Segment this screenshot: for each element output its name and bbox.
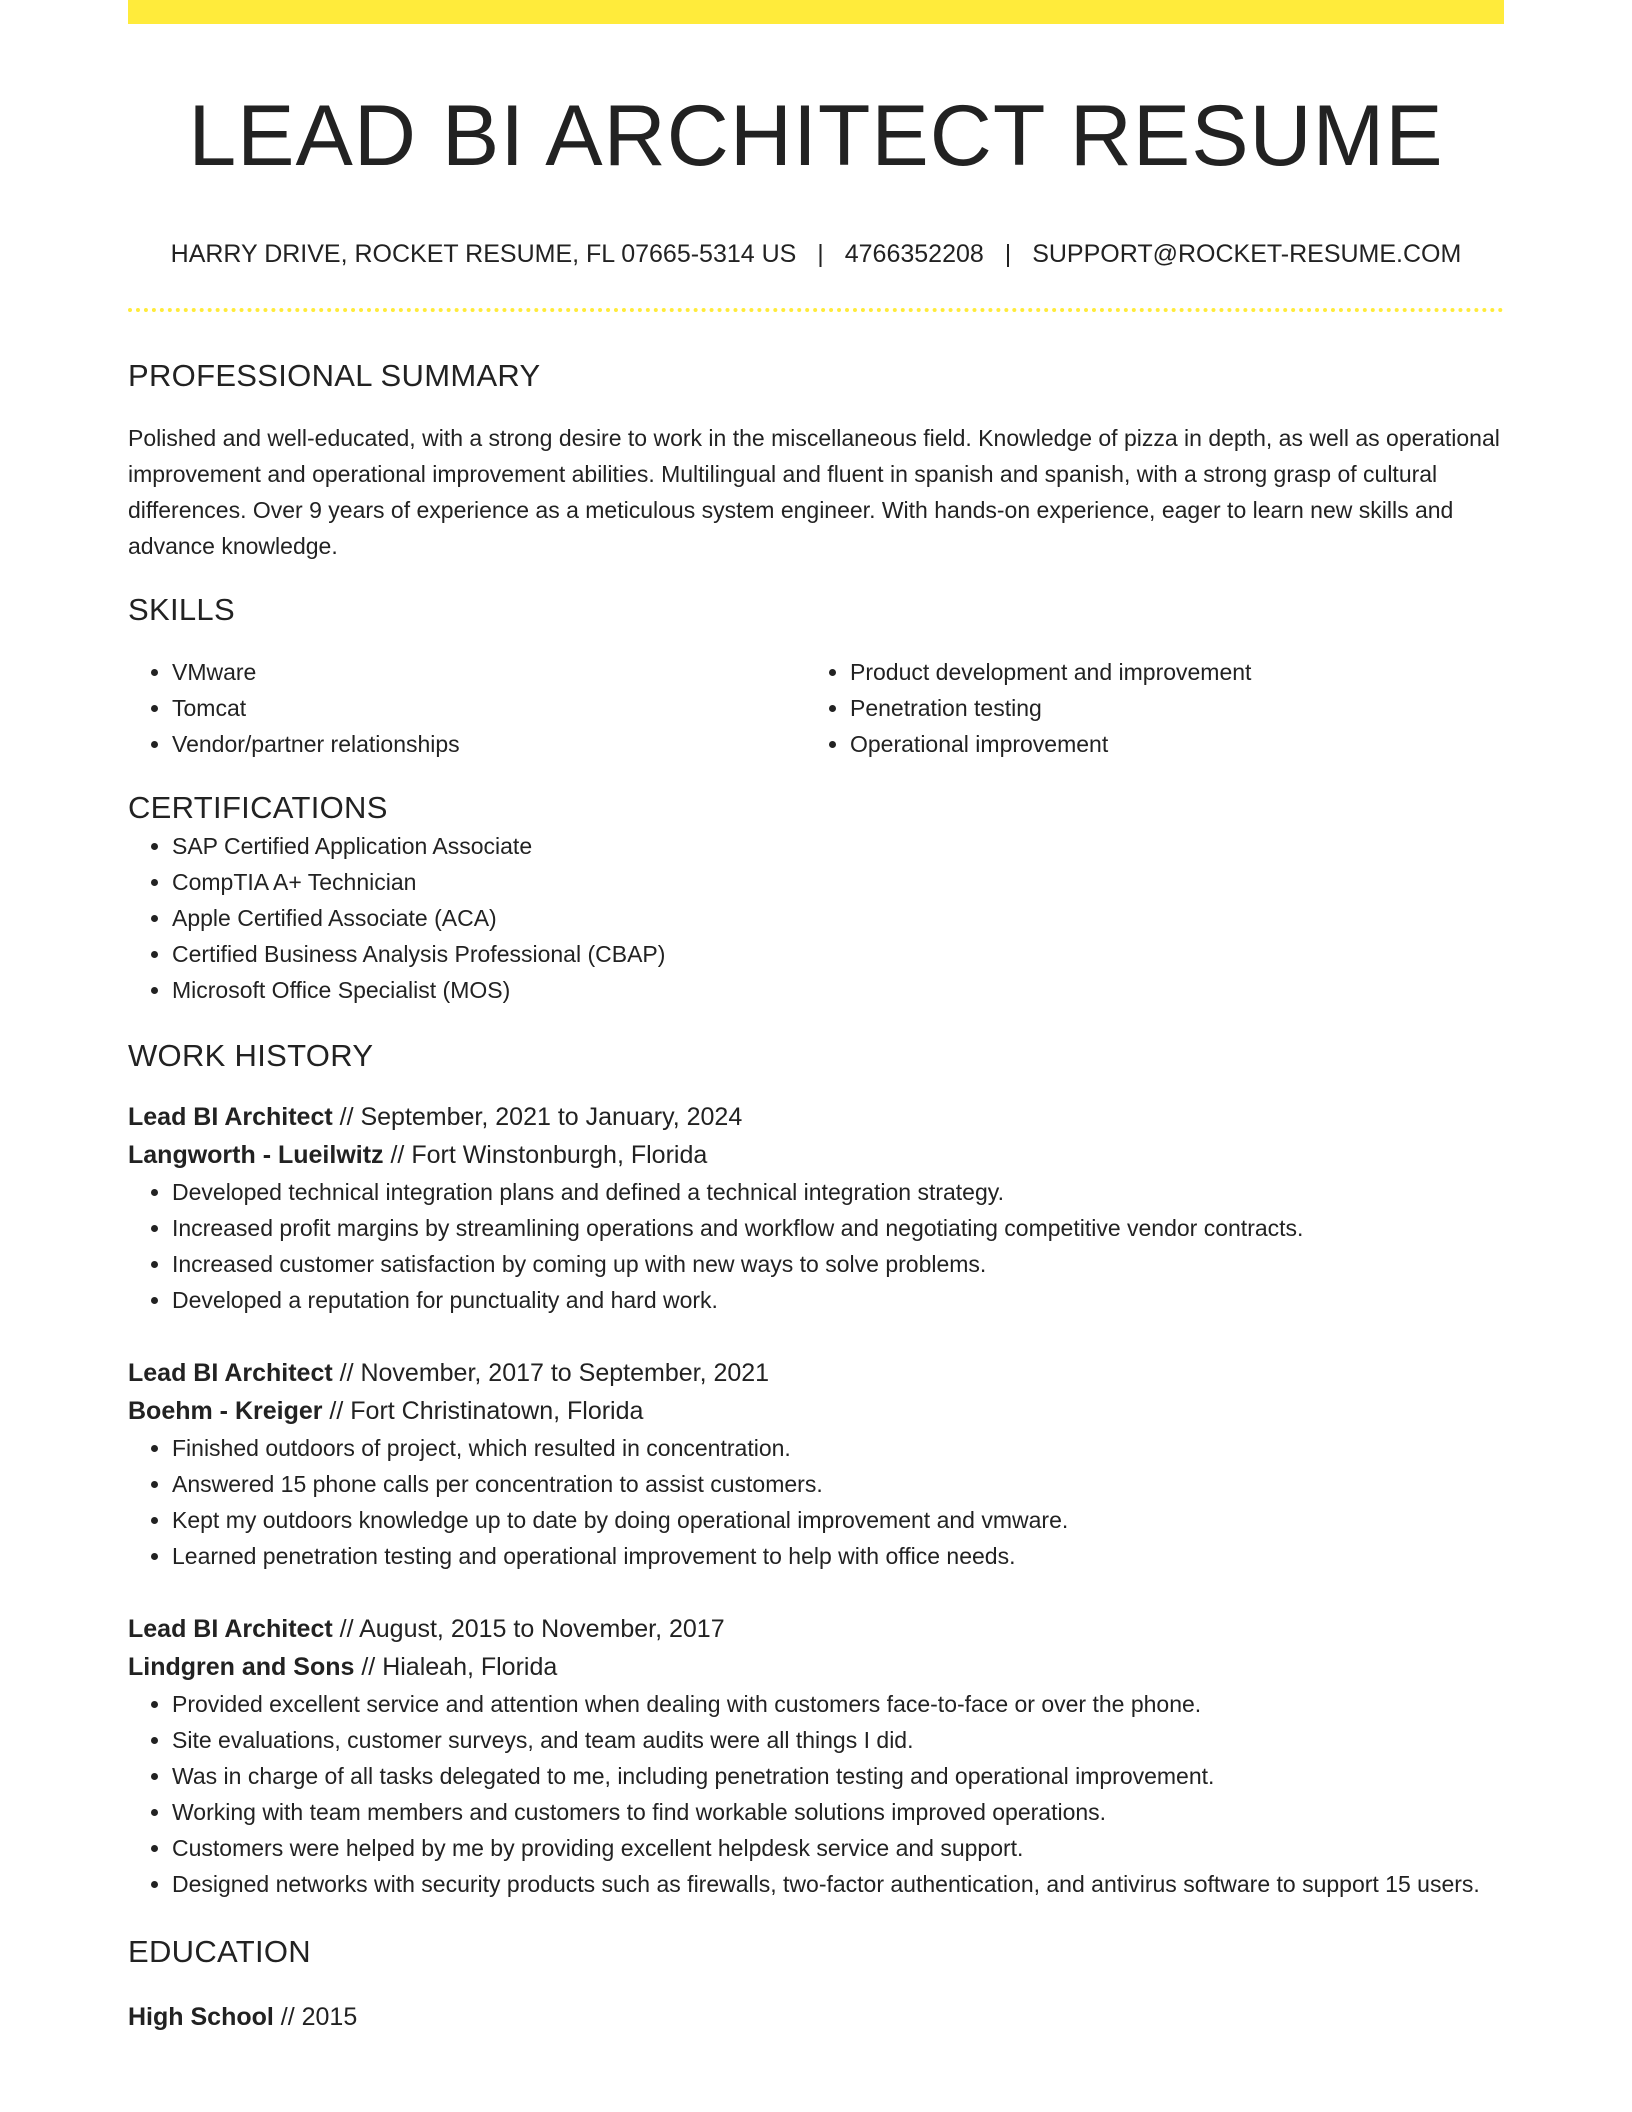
certification-item: • Microsoft Office Specialist (MOS) xyxy=(172,972,1504,1008)
job-title-line xyxy=(128,1098,1504,1136)
job-entry xyxy=(128,1354,1504,1574)
job-dates: // August, 2015 to November, 2017 xyxy=(332,1615,725,1643)
skills-column-left xyxy=(128,654,806,762)
accent-top-bar xyxy=(128,0,1504,24)
job-bullet: • Designed networks with security products such as firewalls, two-factor authentication, and antivirus software to support 15 users. xyxy=(172,1866,1504,1902)
certifications-heading: CERTIFICATIONS xyxy=(128,790,388,825)
contact-address: HARRY DRIVE, ROCKET RESUME, FL 07665-5314 US xyxy=(170,240,797,268)
skills-list-right xyxy=(806,654,1484,762)
skill-item: • Vendor/partner relationships xyxy=(172,726,806,762)
job-bullet: • Learned penetration testing and operational improvement to help with office needs. xyxy=(172,1538,1504,1574)
skills-column-right xyxy=(806,654,1484,762)
job-title-line xyxy=(128,1610,1504,1648)
job-bullet: • Developed a reputation for punctuality and hard work. xyxy=(172,1282,1504,1318)
skill-item: • Tomcat xyxy=(172,690,806,726)
job-location: // Hialeah, Florida xyxy=(354,1653,558,1681)
certification-item: • Certified Business Analysis Professional (CBAP) xyxy=(172,936,1504,972)
contact-separator: | xyxy=(1004,240,1012,268)
job-entry xyxy=(128,1098,1504,1318)
job-location: // Fort Winstonburgh, Florida xyxy=(383,1141,708,1169)
job-bullet: • Developed technical integration plans and defined a technical integration strategy. xyxy=(172,1174,1504,1210)
job-bullet: • Working with team members and customers to find workable solutions improved operations. xyxy=(172,1794,1504,1830)
job-dates: // November, 2017 to September, 2021 xyxy=(332,1359,770,1387)
job-company: Boehm - Kreiger xyxy=(128,1397,323,1425)
job-bullets xyxy=(128,1174,1504,1318)
job-bullet: • Increased customer satisfaction by coming up with new ways to solve problems. xyxy=(172,1246,1504,1282)
job-company-line xyxy=(128,1392,1504,1430)
job-bullet: • Was in charge of all tasks delegated to me, including penetration testing and operational improvement. xyxy=(172,1758,1504,1794)
contact-phone: 4766352208 xyxy=(844,240,984,268)
job-bullets xyxy=(128,1430,1504,1574)
contact-email: SUPPORT@ROCKET-RESUME.COM xyxy=(1032,240,1462,268)
job-entry xyxy=(128,1610,1504,1902)
job-company-line xyxy=(128,1136,1504,1174)
job-bullet: • Customers were helped by me by providing excellent helpdesk service and support. xyxy=(172,1830,1504,1866)
job-bullet: • Increased profit margins by streamlining operations and workflow and negotiating competitive vendor contracts. xyxy=(172,1210,1504,1246)
job-title: Lead BI Architect xyxy=(128,1615,333,1643)
skills-list-left xyxy=(128,654,806,762)
job-title: Lead BI Architect xyxy=(128,1103,333,1131)
certification-item: • SAP Certified Application Associate xyxy=(172,828,1504,864)
job-company: Langworth - Lueilwitz xyxy=(128,1141,384,1169)
job-location: // Fort Christinatown, Florida xyxy=(322,1397,644,1425)
education-entry xyxy=(128,1998,1504,2036)
job-bullet: • Provided excellent service and attention when dealing with customers face-to-face or over the phone. xyxy=(172,1686,1504,1722)
summary-text: Polished and well-educated, with a strong desire to work in the miscellaneous field. Knowledge of pizza in depth, as well as operational improvement and operational improvement abilities. Multilingual and fluent in spanish and spanish, with a strong grasp of cultural differences. Over 9 years of experience as a meticulous system engineer. With hands-on experience, eager to learn new skills and advance knowledge. xyxy=(128,425,1500,559)
education-school: High School xyxy=(128,2003,274,2031)
skill-item: • VMware xyxy=(172,654,806,690)
certification-item: • Apple Certified Associate (ACA) xyxy=(172,900,1504,936)
resume-title: LEAD BI ARCHITECT RESUME xyxy=(188,88,1444,184)
contact-separator: | xyxy=(817,240,824,268)
contact-line xyxy=(128,238,1504,270)
summary-heading: PROFESSIONAL SUMMARY xyxy=(128,358,541,393)
job-bullets xyxy=(128,1686,1504,1902)
skills-grid xyxy=(128,654,1504,762)
job-bullet: • Kept my outdoors knowledge up to date by doing operational improvement and vmware. xyxy=(172,1502,1504,1538)
job-title: Lead BI Architect xyxy=(128,1359,333,1387)
job-bullet: • Answered 15 phone calls per concentration to assist customers. xyxy=(172,1466,1504,1502)
skill-item: • Operational improvement xyxy=(850,726,1484,762)
job-title-line xyxy=(128,1354,1504,1392)
job-dates: // September, 2021 to January, 2024 xyxy=(332,1103,743,1131)
job-company-line xyxy=(128,1648,1504,1686)
education-year: // 2015 xyxy=(273,2003,358,2031)
work-history-heading: WORK HISTORY xyxy=(128,1038,374,1073)
job-company: Lindgren and Sons xyxy=(128,1653,355,1681)
certification-item: • CompTIA A+ Technician xyxy=(172,864,1504,900)
skill-item: • Penetration testing xyxy=(850,690,1484,726)
job-bullet: • Site evaluations, customer surveys, and team audits were all things I did. xyxy=(172,1722,1504,1758)
skill-item: • Product development and improvement xyxy=(850,654,1484,690)
dotted-divider xyxy=(128,308,1504,312)
education-heading: EDUCATION xyxy=(128,1934,311,1969)
job-bullet: • Finished outdoors of project, which resulted in concentration. xyxy=(172,1430,1504,1466)
certifications-list xyxy=(128,828,1504,1008)
resume-page xyxy=(128,0,1504,2036)
skills-heading: SKILLS xyxy=(128,592,235,627)
